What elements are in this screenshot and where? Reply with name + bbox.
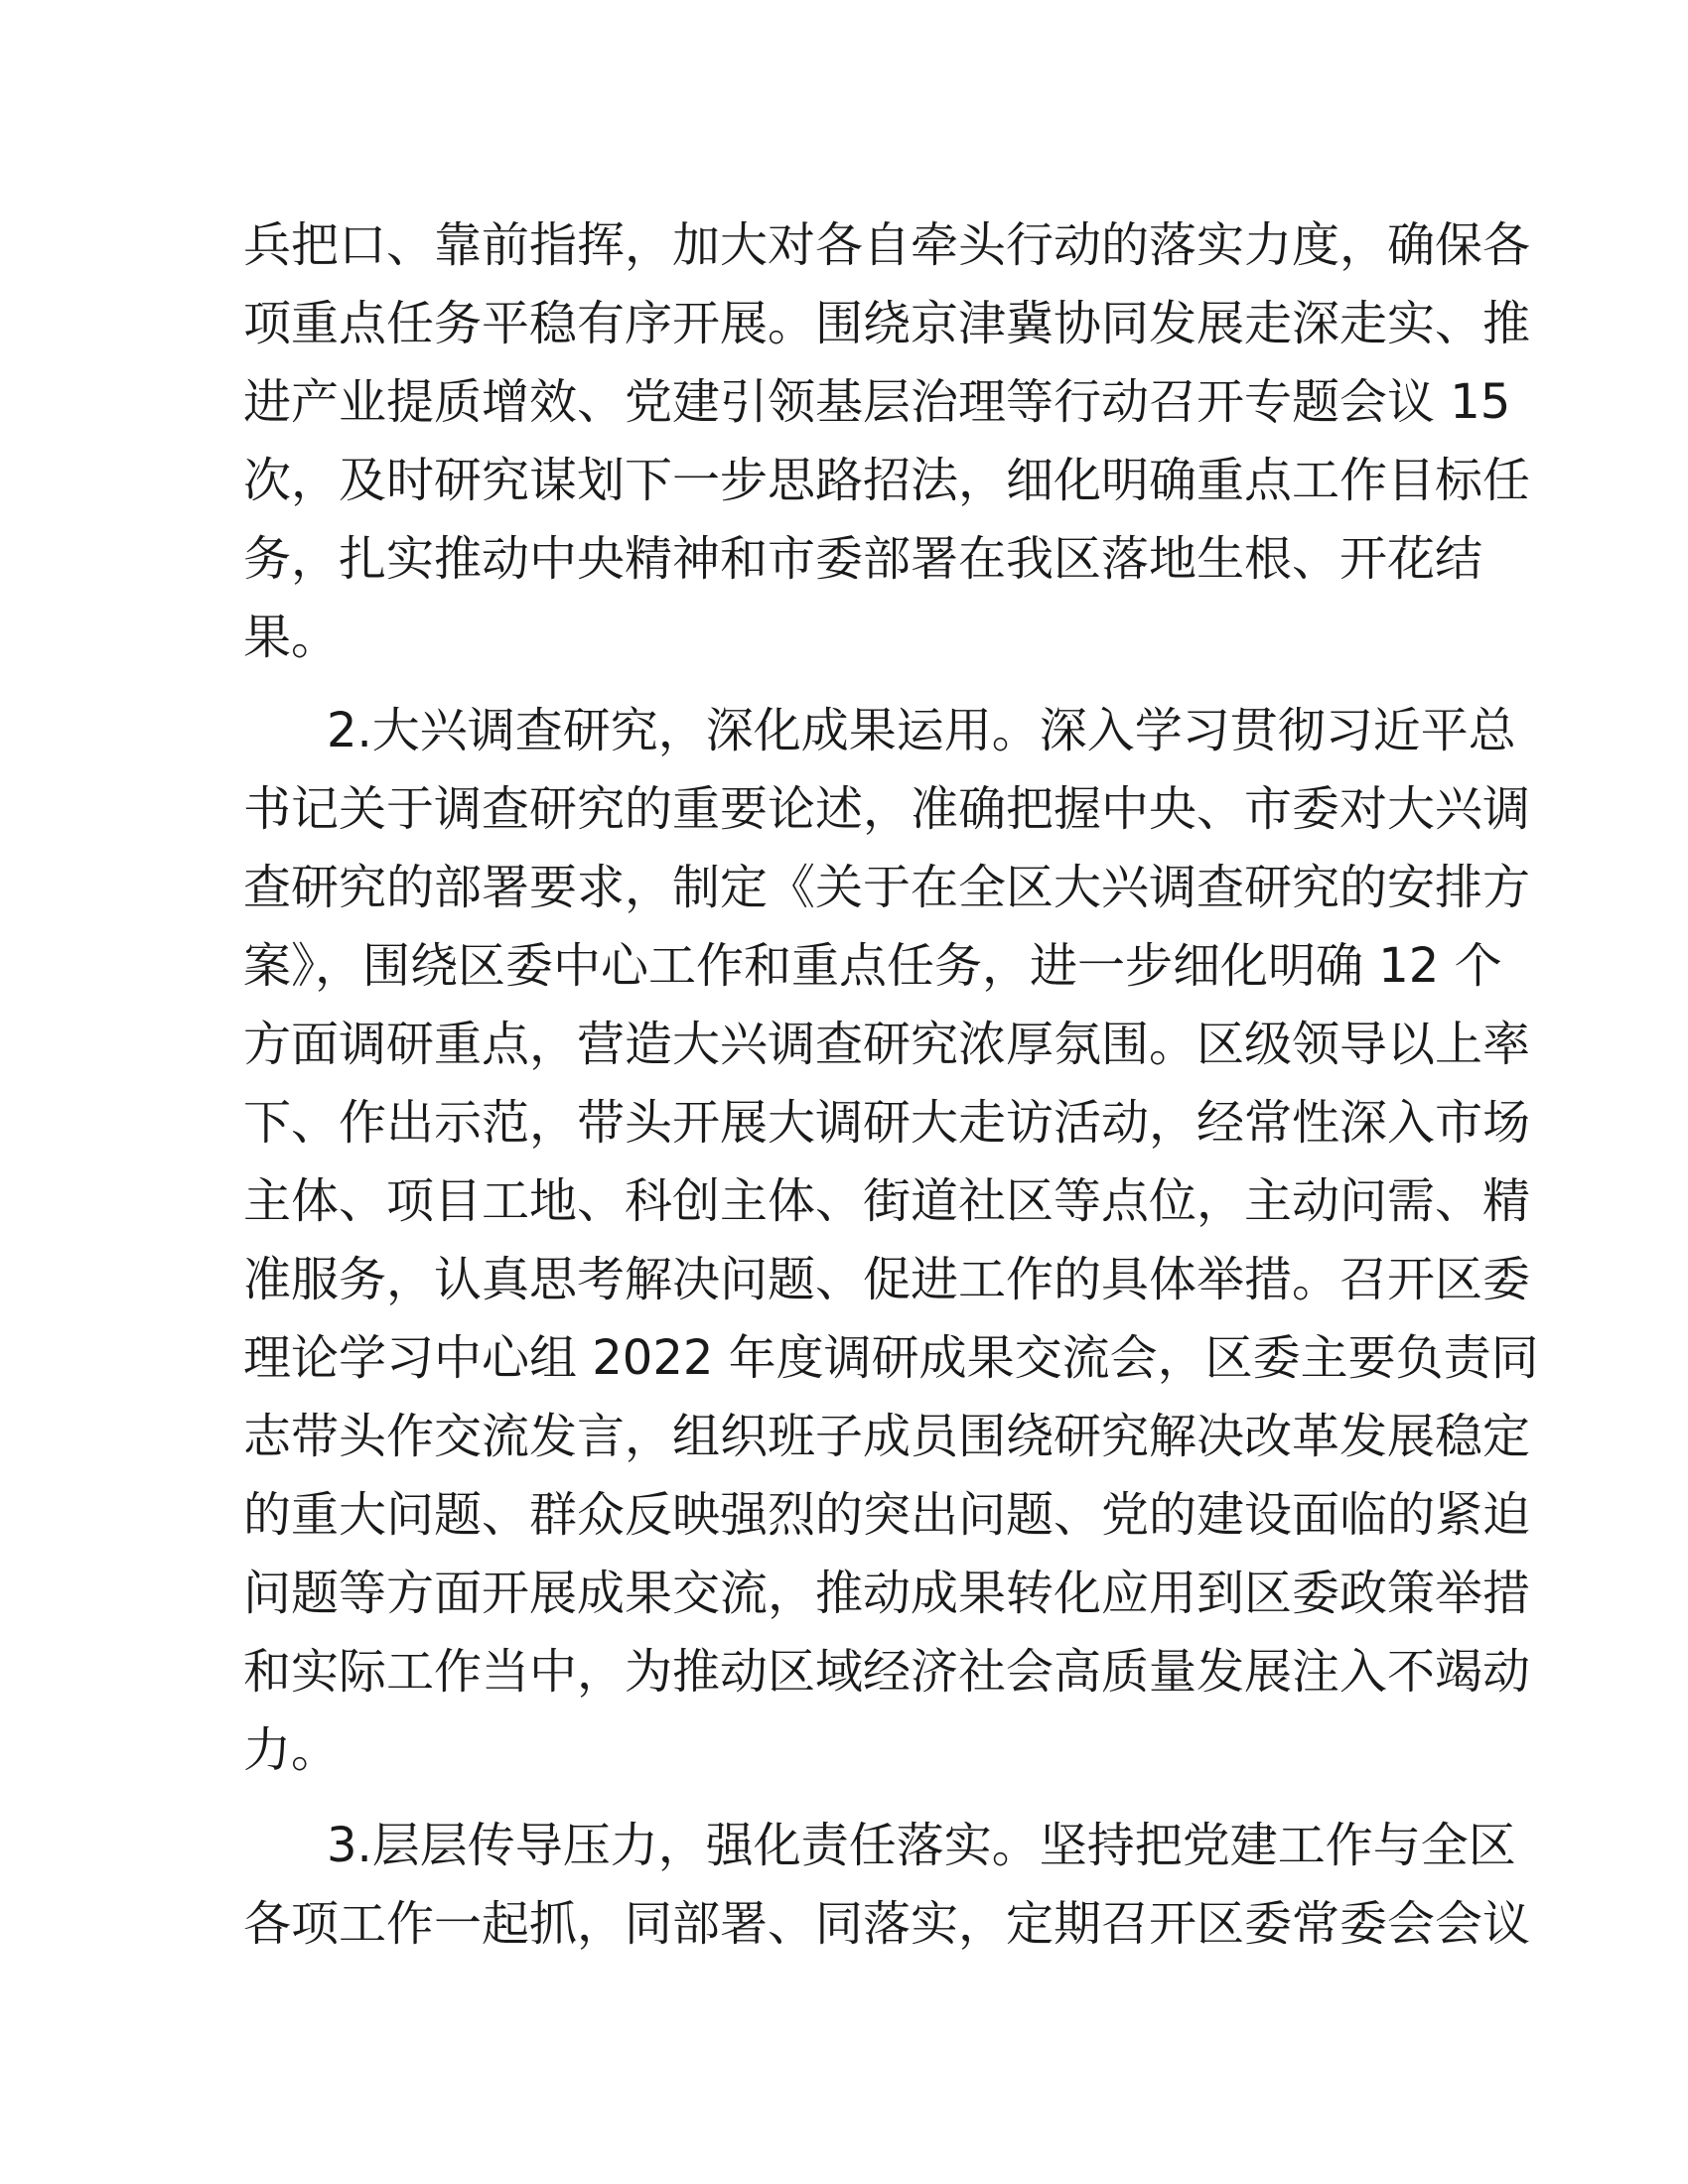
- text-line: 兵把口、靠前指挥，加大对各自牵头行动的落实力度，确保各: [243, 217, 1531, 273]
- text-line: 力。: [243, 1722, 340, 1778]
- text-line: 主体、项目工地、科创主体、街道社区等点位，主动问需、精: [243, 1173, 1531, 1229]
- paragraph-2: [243, 692, 1539, 1790]
- text-line: 理论学习中心组 2022 年度调研成果交流会，区委主要负责同: [243, 1330, 1539, 1386]
- text-line: 项重点任务平稳有序开展。围绕京津冀协同发展走深走实、推: [243, 296, 1531, 351]
- text-line: 问题等方面开展成果交流，推动成果转化应用到区委政策举措: [243, 1566, 1531, 1621]
- text-line: 准服务，认真思考解决问题、促进工作的具体举措。召开区委: [243, 1252, 1531, 1307]
- text-line: 的重大问题、群众反映强烈的突出问题、党的建设面临的紧迫: [243, 1487, 1531, 1543]
- paragraph-3: [243, 1807, 1531, 1964]
- text-line: 次，及时研究谋划下一步思路招法，细化明确重点工作目标任: [243, 453, 1531, 508]
- text-line: 和实际工作当中，为推动区域经济社会高质量发展注入不竭动: [243, 1644, 1531, 1700]
- text-line: 案》，围绕区委中心工作和重点任务，进一步细化明确 12 个: [243, 938, 1502, 994]
- text-line: 3.层层传导压力，强化责任落实。坚持把党建工作与全区: [327, 1818, 1516, 1873]
- text-line: 查研究的部署要求，制定《关于在全区大兴调查研究的安排方: [243, 860, 1531, 915]
- text-line: 书记关于调查研究的重要论述，准确把握中央、市委对大兴调: [243, 781, 1531, 837]
- text-line: 2.大兴调查研究，深化成果运用。深入学习贯彻习近平总: [327, 703, 1516, 758]
- text-line: 志带头作交流发言，组织班子成员围绕研究解决改革发展稳定: [243, 1409, 1531, 1464]
- text-line: 各项工作一起抓，同部署、同落实，定期召开区委常委会会议: [243, 1896, 1531, 1952]
- text-line: 下、作出示范，带头开展大调研大走访活动，经常性深入市场: [243, 1095, 1531, 1151]
- text-line: 务，扎实推动中央精神和市委部署在我区落地生根、开花结: [243, 531, 1483, 587]
- paragraph-1: [243, 206, 1531, 677]
- text-line: 进产业提质增效、党建引领基层治理等行动召开专题会议 15: [243, 374, 1511, 430]
- text-line: 果。: [243, 610, 340, 665]
- text-line: 方面调研重点，营造大兴调查研究浓厚氛围。区级领导以上率: [243, 1017, 1531, 1072]
